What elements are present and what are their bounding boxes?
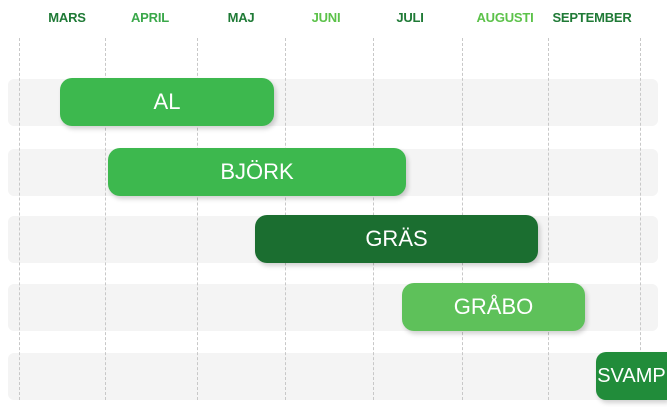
month-gridline [548,38,549,400]
month-gridline [640,38,641,400]
season-bar-svamp [596,352,667,400]
month-label: JUNI [311,10,341,25]
month-label: AUGUSTI [476,10,534,25]
season-bar-al [60,78,274,126]
season-bar-label: GRÄS [365,226,428,251]
season-bar-björk [108,148,406,196]
season-bar-gräs [255,215,538,263]
season-bar-label: BJÖRK [220,159,294,184]
month-label: MARS [48,10,86,25]
season-bar-label: AL [153,89,181,114]
season-bar-label: GRÅBO [453,294,534,319]
month-label: SEPTEMBER [552,10,632,25]
month-label: JULI [396,10,424,25]
month-label: APRIL [130,10,170,25]
season-bar-label: SVAMP [597,364,666,387]
month-gridline [19,38,20,400]
season-bar-gråbo [402,283,585,331]
month-label: MAJ [227,10,255,25]
